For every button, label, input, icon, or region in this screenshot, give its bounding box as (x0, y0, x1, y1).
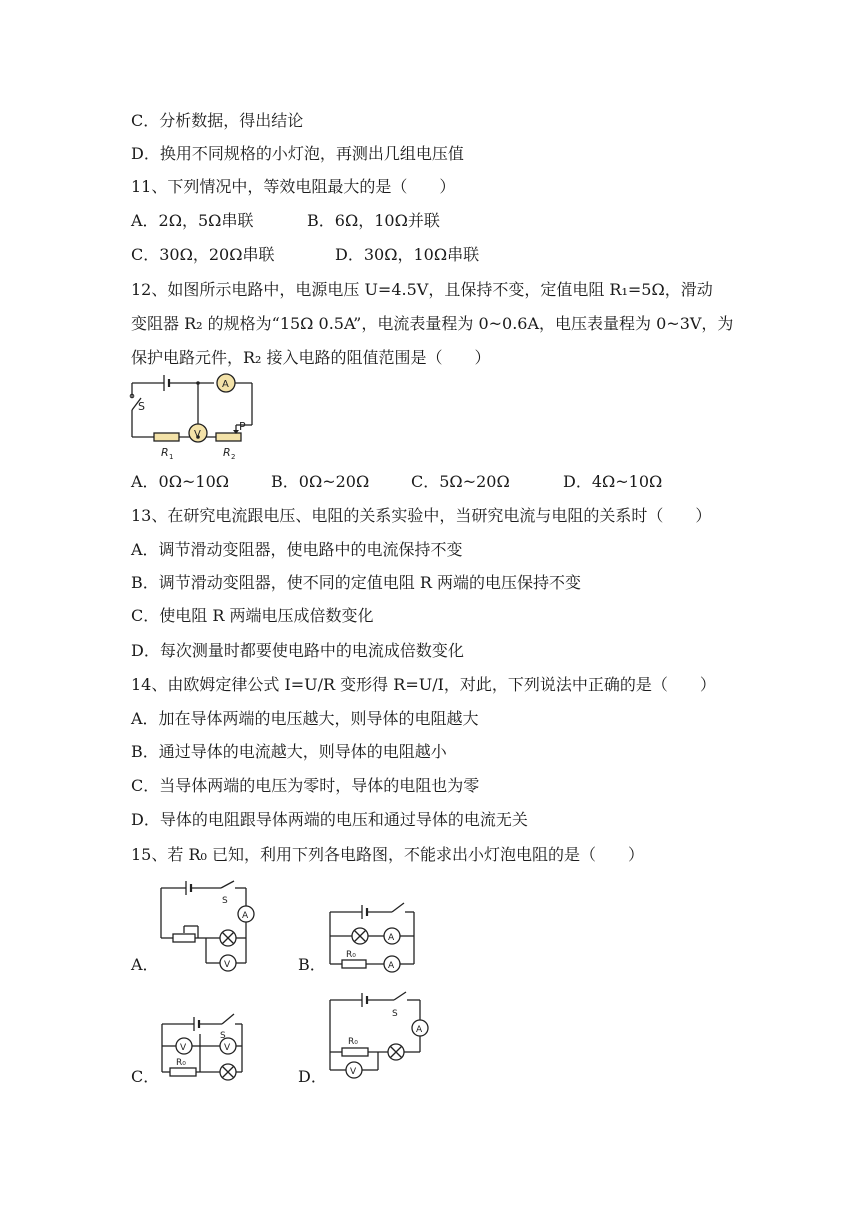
q14-option-b: B．通过导体的电流越大，则导体的电阻越小 (131, 742, 447, 761)
q15-option-a-label: A． (131, 955, 159, 974)
q15-circuit-b (322, 898, 422, 976)
voltmeter-label: V (224, 1043, 231, 1053)
q11-option-d: D．30Ω，10Ω串联 (335, 245, 480, 264)
q13-option-c: C．使电阻 R 两端电压成倍数变化 (131, 606, 374, 625)
q15-option-c-label: C． (131, 1067, 160, 1086)
voltmeter-label: V (194, 429, 201, 440)
q12-option-a: A．0Ω~10Ω (131, 472, 230, 491)
q12-option-c: C．5Ω~20Ω (411, 472, 510, 491)
q15-option-b-label: B． (298, 955, 326, 974)
q15-option-d-label: D． (298, 1067, 327, 1086)
ammeter-label: A (388, 933, 395, 943)
ammeter-label: A (242, 911, 249, 921)
text-line: C．分析数据，得出结论 (131, 111, 304, 130)
ammeter-label: A (388, 961, 395, 971)
question-12-line1: 12、如图所示电路中，电源电压 U=4.5V，且保持不变，定值电阻 R₁=5Ω，滑动 (131, 280, 713, 299)
switch-label: S (138, 400, 145, 413)
switch-label: S (222, 896, 228, 906)
r2-label: R (223, 446, 231, 459)
voltmeter-label: V (350, 1067, 357, 1077)
q15-circuit-a (156, 878, 256, 972)
q12-option-b: B．0Ω~20Ω (271, 472, 370, 491)
question-14: 14、由欧姆定律公式 I=U/R 变形得 R=U/I，对此，下列说法中正确的是（ ） (131, 675, 716, 694)
q11-option-c: C．30Ω，20Ω串联 (131, 245, 275, 264)
ammeter-label: A (222, 379, 229, 390)
q14-option-a: A．加在导体两端的电压越大，则导体的电阻越大 (131, 709, 479, 728)
q12-circuit-diagram (128, 372, 260, 464)
question-12-line3: 保护电路元件，R₂ 接入电路的阻值范围是（ ） (131, 348, 491, 367)
question-13: 13、在研究电流跟电压、电阻的关系实验中，当研究电流与电阻的关系时（ ） (131, 506, 712, 525)
r1-label: R (161, 446, 169, 459)
q15-circuit-c (156, 1008, 248, 1086)
r2-subscript: 2 (231, 453, 236, 461)
q11-option-b: B．6Ω，10Ω并联 (307, 211, 440, 230)
voltmeter-label: V (180, 1043, 187, 1053)
q14-option-c: C．当导体两端的电压为零时，导体的电阻也为零 (131, 776, 480, 795)
r0-label: R₀ (176, 1058, 186, 1068)
switch-label: S (220, 1031, 226, 1041)
voltmeter-label: V (224, 960, 231, 970)
q13-option-a: A．调节滑动变阻器，使电路中的电流保持不变 (131, 540, 463, 559)
text-line: D．换用不同规格的小灯泡，再测出几组电压值 (131, 144, 464, 163)
q11-option-a: A．2Ω，5Ω串联 (131, 211, 254, 230)
switch-label: S (392, 1009, 398, 1019)
q14-option-d: D．导体的电阻跟导体两端的电压和通过导体的电流无关 (131, 810, 528, 829)
question-15: 15、若 R₀ 已知，利用下列各电路图，不能求出小灯泡电阻的是（ ） (131, 845, 644, 864)
slider-label: P (239, 420, 246, 433)
r0-label: R₀ (348, 1037, 358, 1047)
q13-option-d: D．每次测量时都要使电路中的电流成倍数变化 (131, 641, 464, 660)
r0-label: R₀ (346, 950, 356, 960)
q13-option-b: B．调节滑动变阻器，使不同的定值电阻 R 两端的电压保持不变 (131, 573, 581, 592)
q12-option-d: D．4Ω~10Ω (563, 472, 663, 491)
ammeter-label: A (416, 1025, 423, 1035)
q15-circuit-d (322, 990, 434, 1084)
question-12-line2: 变阻器 R₂ 的规格为“15Ω 0.5A”，电流表量程为 0~0.6A，电压表量程为 0~3V，为 (131, 314, 734, 333)
r1-subscript: 1 (169, 453, 174, 461)
question-11: 11、下列情况中，等效电阻最大的是（ ） (131, 177, 456, 196)
